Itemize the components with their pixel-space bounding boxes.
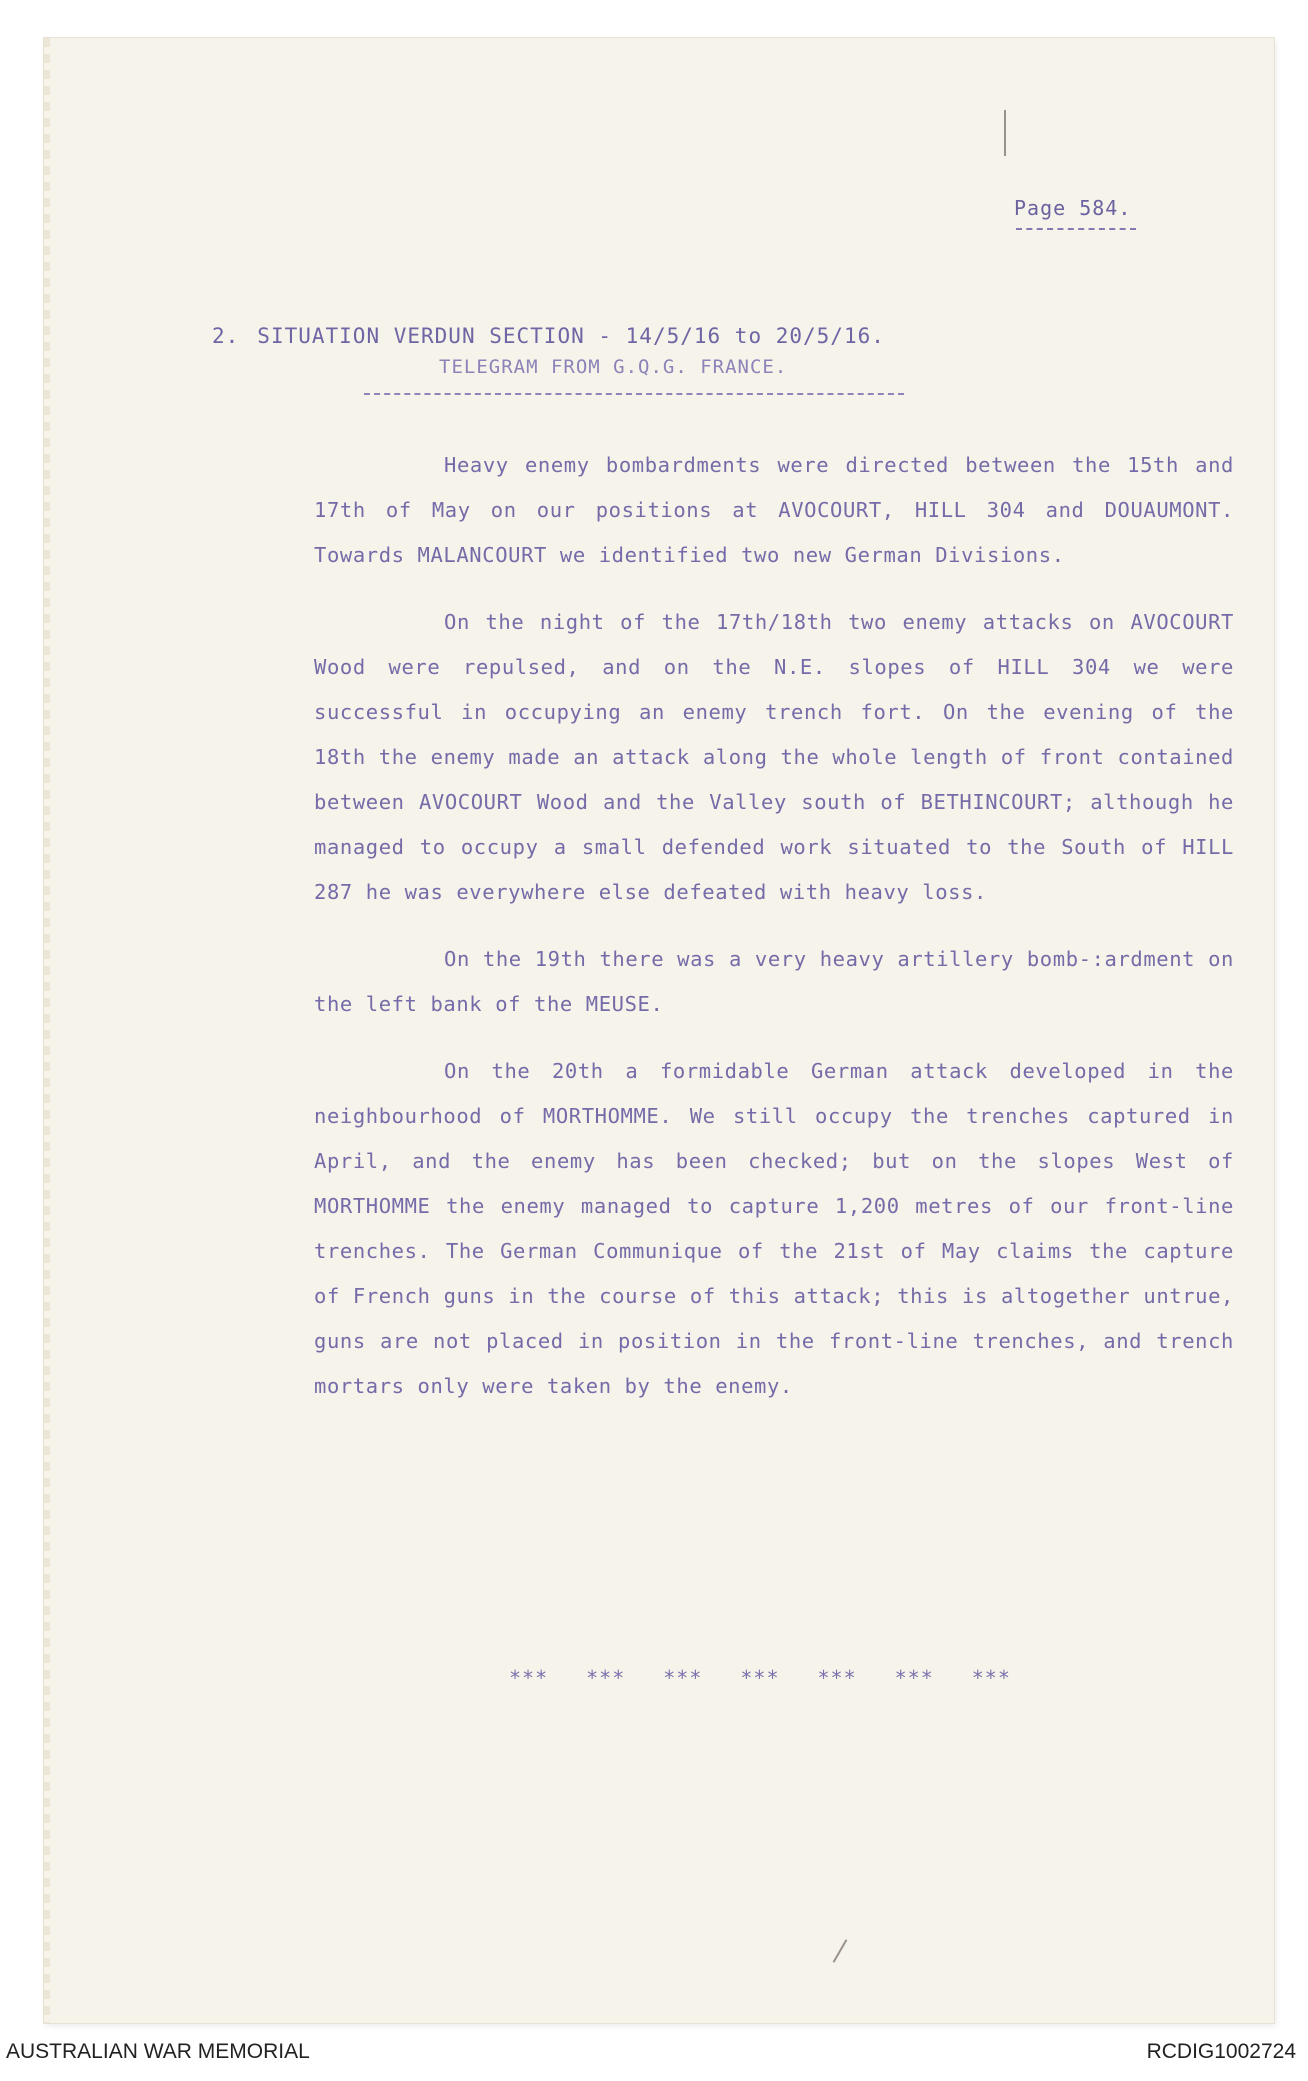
institution-label: AUSTRALIAN WAR MEMORIAL [6, 2040, 310, 2063]
section-title: SITUATION VERDUN SECTION - 14/5/16 to 20/5/16. [257, 324, 885, 348]
pencil-mark [1004, 110, 1006, 156]
archive-footer [0, 2040, 1308, 2070]
separator-mark: *** [509, 1666, 549, 1690]
heading-underline [364, 393, 904, 395]
reference-code: RCDIG1002724 [1146, 2040, 1296, 2063]
separator-mark: *** [586, 1666, 626, 1690]
separator-mark: *** [971, 1666, 1011, 1690]
document-body [314, 443, 1234, 1431]
pencil-mark [833, 1939, 848, 1963]
page-number: Page 584. [1014, 196, 1132, 220]
section-number: 2. [212, 324, 240, 348]
separator-mark: *** [740, 1666, 780, 1690]
separator-mark: *** [663, 1666, 703, 1690]
paragraph-2: On the night of the 17th/18th two enemy attacks on AVOCOURT Wood were repulsed, and on the N.E. slopes of HILL 304 we were successful in occupying an enemy trench fort. On the evening of the 18th the enemy made an attack along the whole length of front contained between AVOCOURT Wood and the Valley south of BETHINCOURT; although he managed to occupy a small defended work situated to the South of HILL 287 he was everywhere else defeated with heavy loss. [314, 610, 1234, 904]
section-subtitle: TELEGRAM FROM G.Q.G. FRANCE. [439, 356, 788, 378]
paragraph-3: On the 19th there was a very heavy artillery bomb-:ardment on the left bank of the MEUSE. [314, 947, 1234, 1016]
page-number-underline [1016, 228, 1136, 230]
paper-sheet [44, 38, 1274, 2023]
paragraph-4: On the 20th a formidable German attack developed in the neighbourhood of MORTHOMME. We still occupy the trenches captured in April, and the enemy has been checked; but on the slopes West of MORTHOMME the enemy managed to capture 1,200 metres of our front-line trenches. The German Communique of the 21st of May claims the capture of French guns in the course of this attack; this is altogether untrue, guns are not placed in position in the front-line trenches, and trench mortars only were taken by the enemy. [314, 1059, 1234, 1398]
separator-mark: *** [894, 1666, 934, 1690]
section-heading [212, 321, 885, 351]
separator-stars [509, 1666, 1011, 1690]
paragraph-1: Heavy enemy bombardments were directed between the 15th and 17th of May on our positions at AVOCOURT, HILL 304 and DOUAUMONT. Towards MALANCOURT we identified two new German Divisions. [314, 453, 1234, 567]
separator-mark: *** [817, 1666, 857, 1690]
